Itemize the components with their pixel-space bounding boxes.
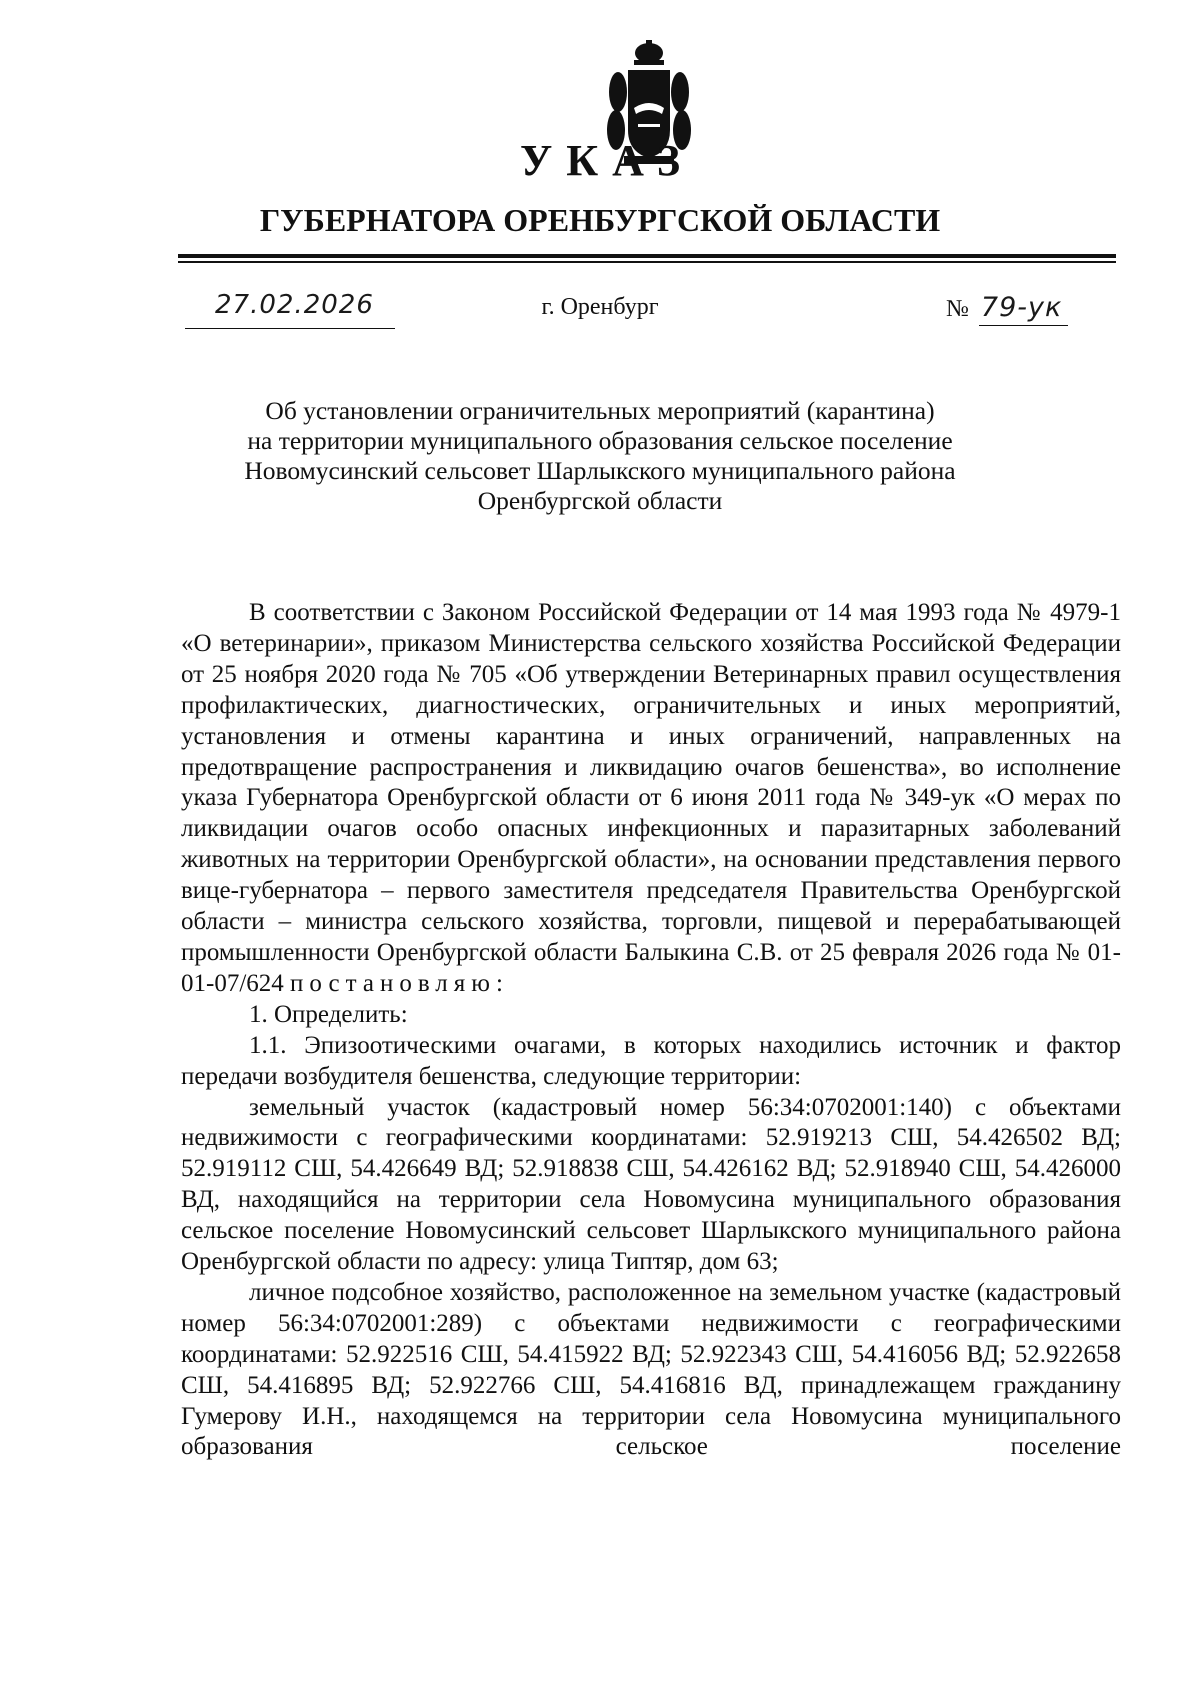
paragraph-1-1: 1.1. Эпизоотическими очагами, в которых находились источник и фактор передачи возбудителя бешенства, следующие территории: (181, 1031, 1121, 1090)
header-divider-thin (178, 261, 1116, 263)
paragraph-land-plot: земельный участок (кадастровый номер 56:34:0702001:140) с объектами недвижимости с географическими координатами: 52.919213 СШ, 54.426502 ВД; 52.919112 СШ, 54.426649 ВД; 52.918838 СШ, 54.426162 ВД; 52.918940 СШ, 54.426000 ВД, находящийся на территории села Новомусина муниципального образования сельское поселение Новомусинский сельсовет Шарлыкского муниципального района Оренбургской области по адресу: улица Типтяр, дом 63; (181, 1093, 1121, 1276)
heading-line: на территории муниципального образования сельское поселение (247, 426, 953, 455)
preamble-text: В соответствии с Законом Российской Федерации от 14 мая 1993 года № 4979-1 «О ветеринарии», приказом Министерства сельского хозяйства Российской Федерации от 25 ноября 2020 года № 705 «Об утверждении Ветеринарных правил осуществления профилактических, диагностических, ограничительных и иных мероприятий, установления и отмены карантина и иных ограничений, направленных на предотвращение распространения и ликвидацию очагов бешенства», во исполнение указа Губернатора Оренбургской области от 6 июня 2011 года № 349-ук «О мерах по ликвидации очагов особо опасных инфекционных и паразитарных заболеваний животных на территории Оренбургской области», на основании представления первого вице-губернатора – первого заместителя председателя Правительства Оренбургской области – министра сельского хозяйства, торговли, пищевой и перерабатывающей промышленности Оренбургской области Балыкина С.В. от 25 февраля 2026 года № 01-01-07/624 (181, 599, 1121, 997)
decree-verb: постановляю: (290, 969, 509, 997)
heading-line: Оренбургской области (477, 486, 723, 515)
header-divider (178, 254, 1116, 258)
paragraph-1: 1. Определить: (249, 1000, 408, 1028)
issuer-title: ГУБЕРНАТОРА ОРЕНБУРГСКОЙ ОБЛАСТИ (259, 202, 941, 238)
number-label: № (946, 296, 969, 322)
document-title: УКАЗ (519, 136, 695, 185)
decree-body (181, 598, 1121, 1463)
decree-date: 27.02.2026 (215, 290, 374, 320)
decree-heading (0, 396, 1200, 516)
preamble-paragraph (181, 598, 1121, 1000)
decree-city: г. Оренбург (541, 294, 659, 320)
paragraph-farm: личное подсобное хозяйство, расположенное на земельном участке (кадастровый номер 56:34:0702001:289) с объектами недвижимости с географическими координатами: 52.922516 СШ, 54.415922 ВД; 52.922343 СШ, 54.416056 ВД; 52.922658 СШ, 54.416895 ВД; 52.922766 СШ, 54.416816 ВД, принадлежащем гражданину Гумерову И.Н., находящемся на территории села Новомусина муниципального образования сельское поселение (181, 1278, 1121, 1461)
decree-number-field (946, 292, 1068, 326)
heading-line: Об установлении ограничительных мероприятий (карантина) (265, 396, 935, 425)
decree-number: 79-ук (979, 292, 1068, 326)
heading-line: Новомусинский сельсовет Шарлыкского муниципального района (244, 456, 956, 485)
